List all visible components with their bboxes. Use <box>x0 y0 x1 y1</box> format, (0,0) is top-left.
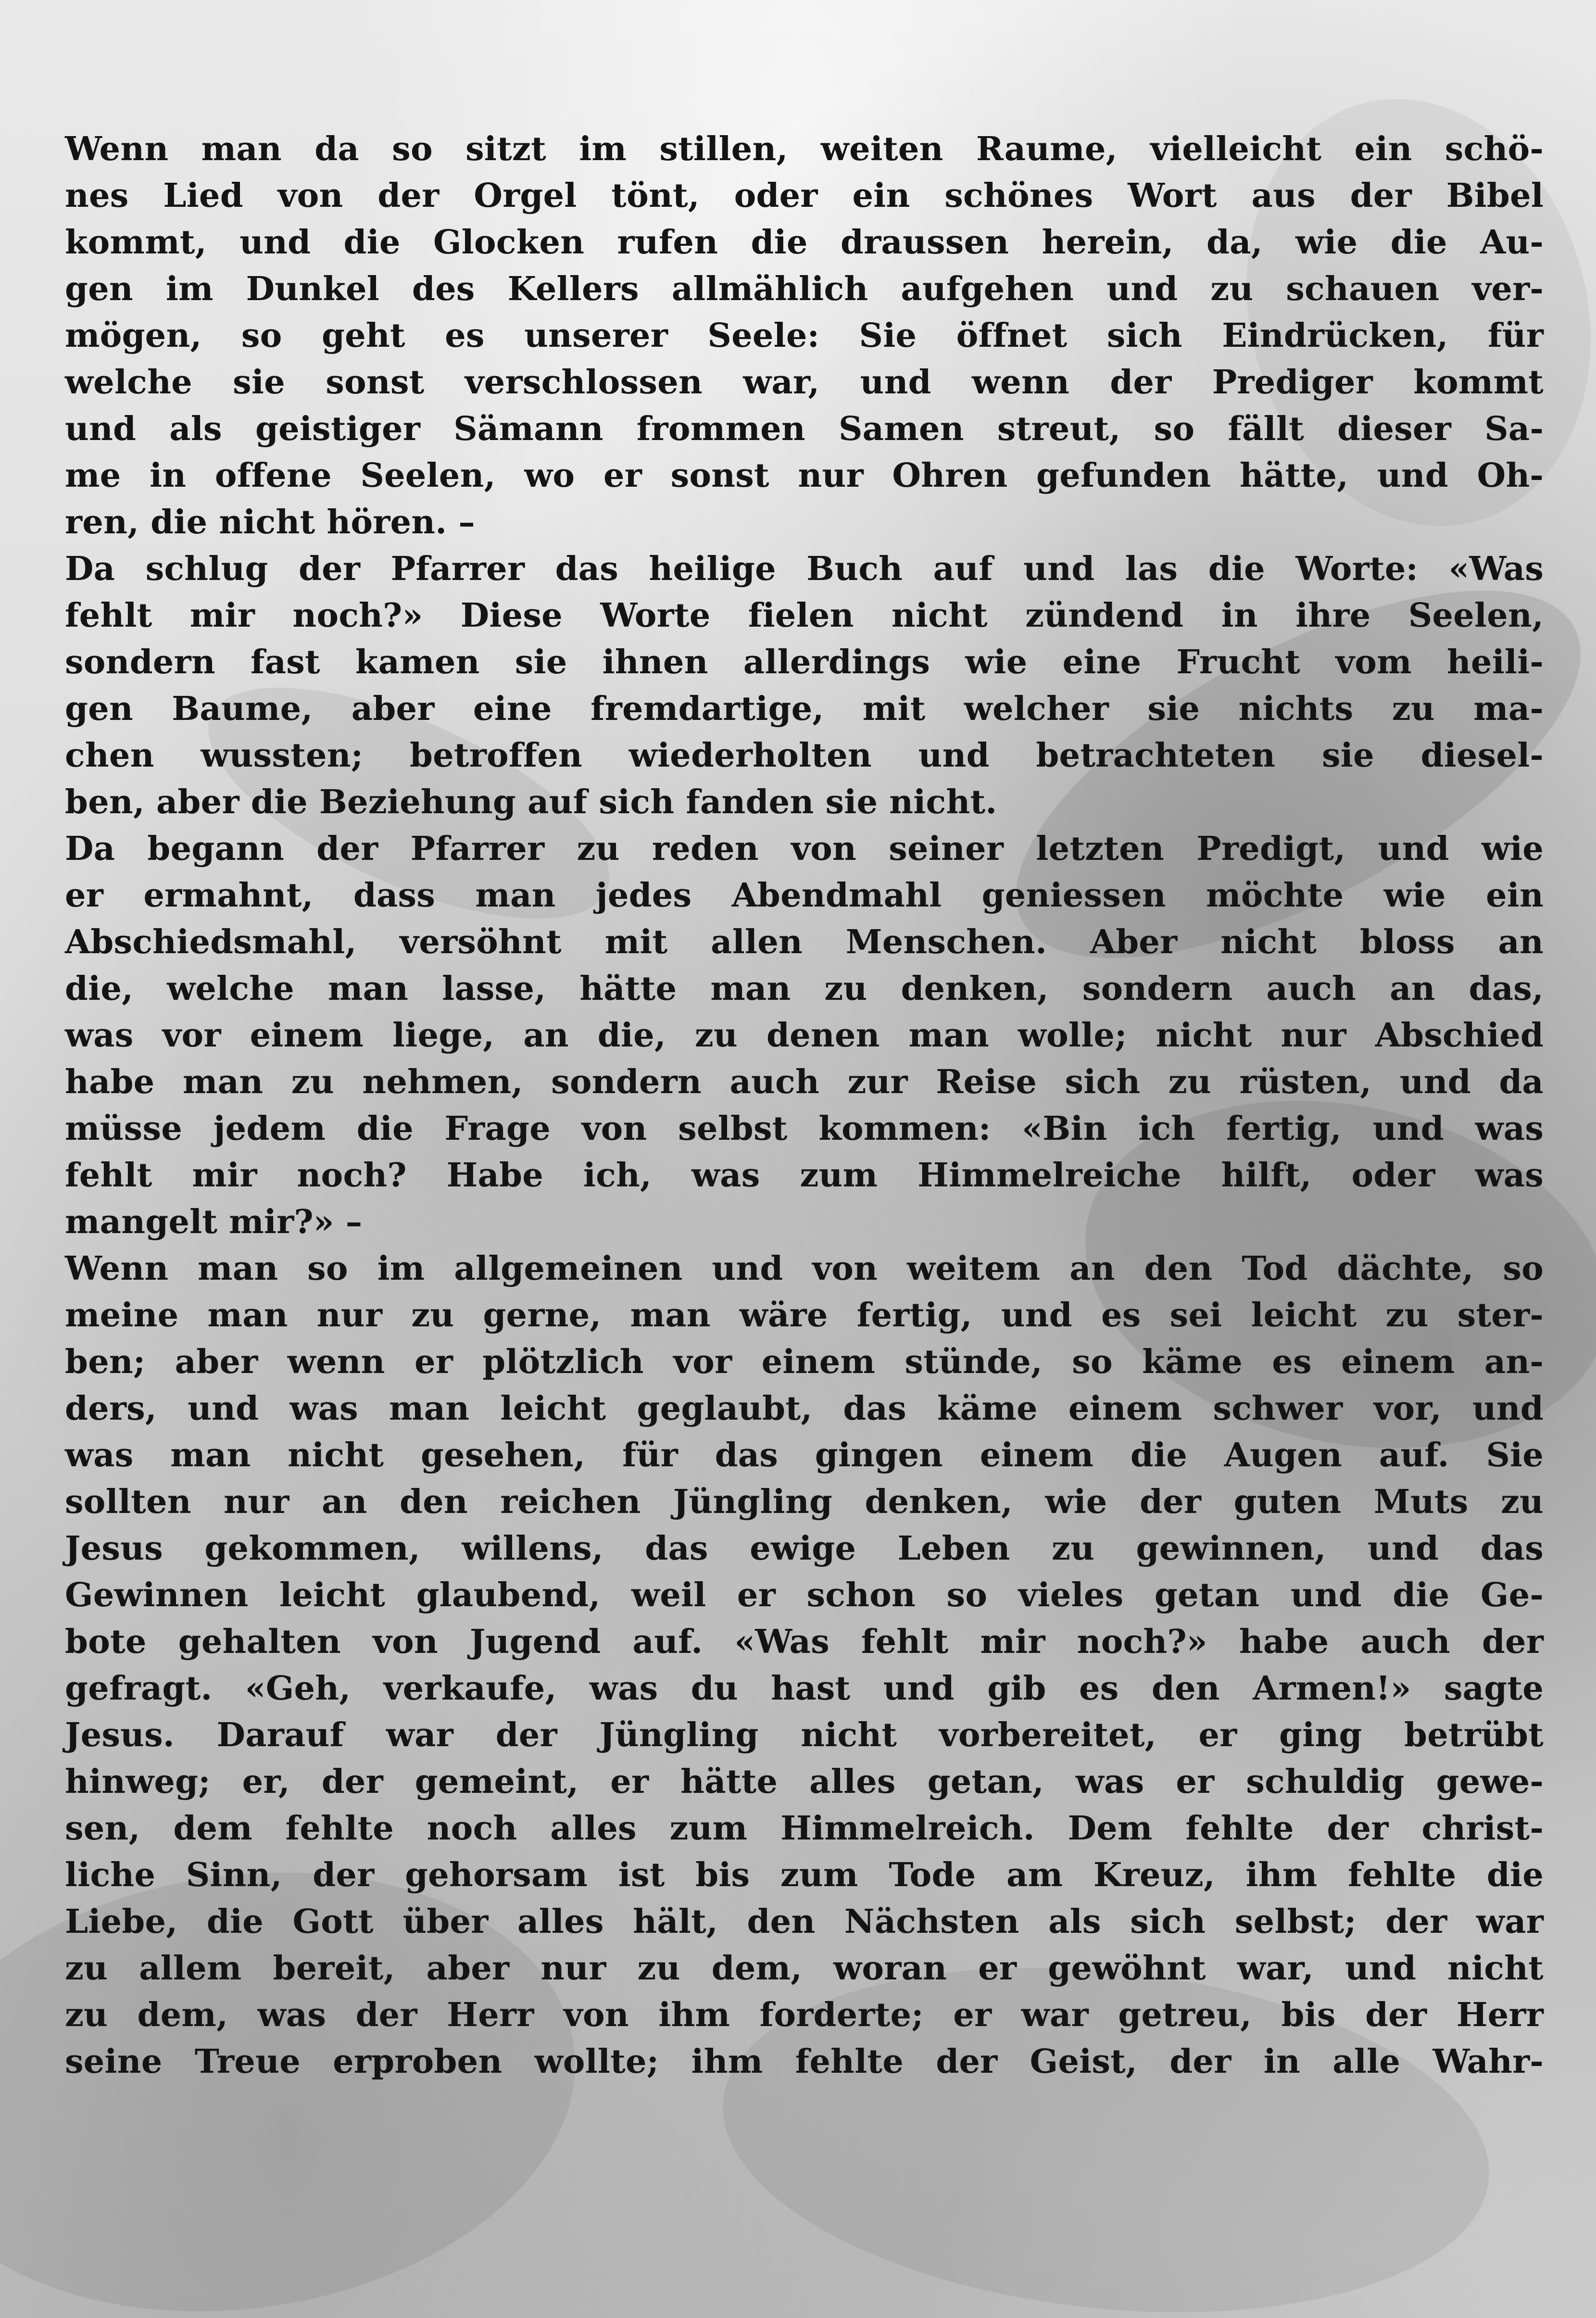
text-line: chen wussten; betroffen wiederholten und betrachteten sie diesel- <box>65 736 1544 775</box>
text-line: müsse jedem die Frage von selbst kommen: «Bin ich fertig, und was <box>65 1109 1544 1148</box>
text-line: mangelt mir?» – <box>65 1203 363 1241</box>
text-line: sondern fast kamen sie ihnen allerdings wie eine Frucht vom heili- <box>65 643 1544 681</box>
text-line: gefragt. «Geh, verkaufe, was du hast und gib es den Armen!» sagte <box>65 1669 1544 1708</box>
text-line: Wenn man da so sitzt im stillen, weiten Raume, vielleicht ein schö- <box>65 130 1544 168</box>
text-line: Liebe, die Gott über alles hält, den Nächsten als sich selbst; der war <box>65 1902 1544 1941</box>
text-line: mögen, so geht es unserer Seele: Sie öffnet sich Eindrücken, für <box>65 316 1544 355</box>
text-line: er ermahnt, dass man jedes Abendmahl geniessen möchte wie ein <box>65 876 1544 915</box>
text-line: Wenn man so im allgemeinen und von weitem an den Tod dächte, so <box>65 1249 1544 1288</box>
text-line: meine man nur zu gerne, man wäre fertig, und es sei leicht zu ster- <box>65 1296 1544 1335</box>
text-line: hinweg; er, der gemeint, er hätte alles getan, was er schuldig gewe- <box>65 1763 1544 1801</box>
text-line: was man nicht gesehen, für das gingen einem die Augen auf. Sie <box>65 1436 1544 1474</box>
body-text <box>65 126 1544 2085</box>
text-line: sen, dem fehlte noch alles zum Himmelreich. Dem fehlte der christ- <box>65 1809 1544 1848</box>
text-line: welche sie sonst verschlossen war, und wenn der Prediger kommt <box>65 363 1544 402</box>
text-line: gen im Dunkel des Kellers allmählich aufgehen und zu schauen ver- <box>65 270 1544 308</box>
text-line: Da begann der Pfarrer zu reden von seiner letzten Predigt, und wie <box>65 830 1544 868</box>
text-line: Jesus. Darauf war der Jüngling nicht vorbereitet, er ging betrübt <box>65 1716 1544 1754</box>
text-line: Jesus gekommen, willens, das ewige Leben zu gewinnen, und das <box>65 1529 1544 1568</box>
text-line: kommt, und die Glocken rufen die draussen herein, da, wie die Au- <box>65 223 1544 262</box>
text-line: me in offene Seelen, wo er sonst nur Ohren gefunden hätte, und Oh- <box>65 456 1544 495</box>
text-line: nes Lied von der Orgel tönt, oder ein schönes Wort aus der Bibel <box>65 176 1544 215</box>
text-line: und als geistiger Sämann frommen Samen streut, so fällt dieser Sa- <box>65 410 1544 448</box>
text-line: Gewinnen leicht glaubend, weil er schon so vieles getan und die Ge- <box>65 1576 1544 1614</box>
text-line: sollten nur an den reichen Jüngling denken, wie der guten Muts zu <box>65 1483 1544 1521</box>
text-line: ren, die nicht hören. – <box>65 503 475 542</box>
text-line: liche Sinn, der gehorsam ist bis zum Tode am Kreuz, ihm fehlte die <box>65 1856 1544 1894</box>
text-line: ben; aber wenn er plötzlich vor einem stünde, so käme es einem an- <box>65 1343 1544 1381</box>
text-line: ders, und was man leicht geglaubt, das käme einem schwer vor, und <box>65 1389 1544 1428</box>
text-line: die, welche man lasse, hätte man zu denken, sondern auch an das, <box>65 970 1544 1008</box>
text-line: bote gehalten von Jugend auf. «Was fehlt mir noch?» habe auch der <box>65 1623 1544 1661</box>
text-line: zu allem bereit, aber nur zu dem, woran er gewöhnt war, und nicht <box>65 1949 1544 1988</box>
text-line: Da schlug der Pfarrer das heilige Buch auf und las die Worte: «Was <box>65 550 1544 588</box>
text-line: gen Baume, aber eine fremdartige, mit welcher sie nichts zu ma- <box>65 690 1544 728</box>
text-line: Abschiedsmahl, versöhnt mit allen Menschen. Aber nicht bloss an <box>65 923 1544 961</box>
text-line: ben, aber die Beziehung auf sich fanden sie nicht. <box>65 783 997 821</box>
text-line: zu dem, was der Herr von ihm forderte; er war getreu, bis der Herr <box>65 1996 1544 2034</box>
text-line: seine Treue erproben wollte; ihm fehlte der Geist, der in alle Wahr- <box>65 2042 1544 2081</box>
text-line: was vor einem liege, an die, zu denen man wolle; nicht nur Abschied <box>65 1016 1544 1055</box>
text-line: fehlt mir noch?» Diese Worte fielen nicht zündend in ihre Seelen, <box>65 596 1544 635</box>
text-line: fehlt mir noch? Habe ich, was zum Himmelreiche hilft, oder was <box>65 1156 1544 1195</box>
text-line: habe man zu nehmen, sondern auch zur Reise sich zu rüsten, und da <box>65 1063 1544 1101</box>
